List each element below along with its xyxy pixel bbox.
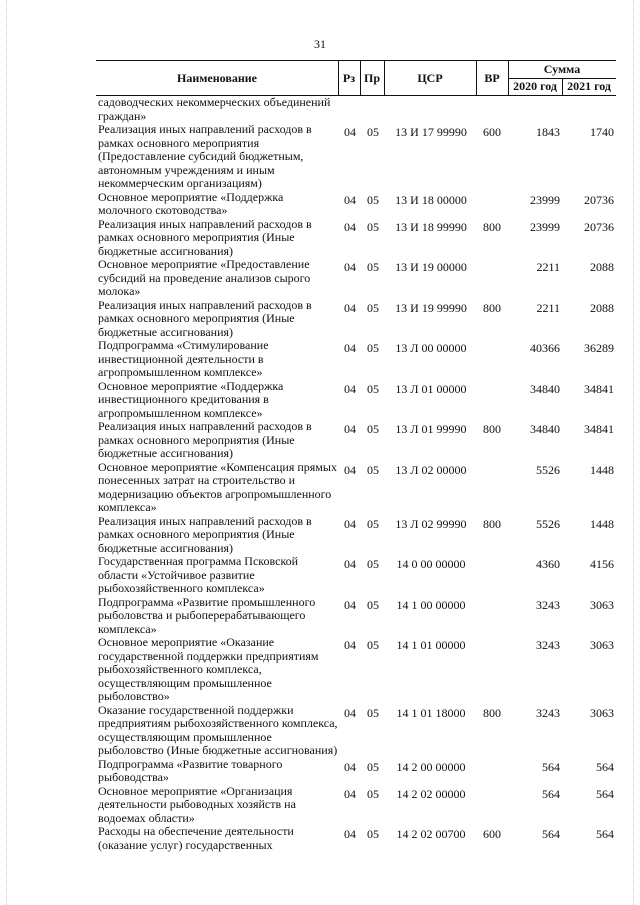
row-csr: 14 2 02 00000: [396, 786, 466, 801]
header-vr: ВР: [484, 70, 500, 85]
row-y2021: 34841: [584, 422, 614, 436]
row-name: Основное мероприятие «Организация деятельности рыбоводных хозяйств на водоемах области»: [98, 783, 296, 825]
row-vr: 600: [483, 827, 501, 841]
row-rz: 04: [344, 827, 356, 841]
row-pr: 05: [367, 705, 379, 720]
row-pr: 05: [367, 516, 379, 531]
row-y2021: 2088: [590, 300, 614, 315]
row-pr: 05: [367, 300, 379, 315]
table-row: [96, 461, 616, 515]
table-row: [96, 258, 616, 299]
row-csr: 13 И 18 00000: [395, 192, 467, 207]
row-pr: 05: [367, 597, 379, 612]
row-name: Реализация иных направлений расходов в рамках основного мероприятия (Иные бюджетные ассигнования): [98, 419, 312, 460]
table-row: [96, 596, 616, 637]
row-rz: 04: [344, 381, 356, 396]
row-name: Подпрограмма «Развитие товарного рыбоводства»: [98, 756, 283, 784]
row-vr: 800: [483, 219, 501, 234]
header-pr: Пр: [363, 70, 380, 85]
row-name: Реализация иных направлений расходов в рамках основного мероприятия (Иные бюджетные ассигнования): [98, 216, 312, 258]
row-csr: 13 И 18 99990: [395, 219, 467, 234]
row-name: Основное мероприятие «Поддержка молочного скотоводства»: [98, 189, 284, 217]
row-rz: 04: [344, 516, 356, 531]
row-csr: 13 Л 01 00000: [395, 381, 467, 396]
row-y2020: 564: [542, 759, 560, 774]
table-row: [96, 555, 616, 596]
row-rz: 04: [344, 759, 356, 774]
header-year-2021: 2021 год: [567, 79, 611, 93]
row-csr: 14 0 00 00000: [396, 557, 466, 571]
row-rz: 04: [344, 300, 356, 315]
row-pr: 05: [367, 260, 379, 274]
table-row: [96, 758, 616, 785]
row-y2021: 34841: [584, 381, 614, 396]
row-name: Государственная программа Псковской области «Устойчивое развитие рыбохозяйственного комплекса»: [98, 554, 299, 595]
header-csr: ЦСР: [417, 70, 443, 85]
row-y2020: 3243: [536, 638, 560, 652]
row-name: садоводческих некоммерческих объединений граждан»: [98, 95, 331, 123]
row-name: Подпрограмма «Стимулирование инвестиционной деятельности в агропромышленном комплексе»: [98, 338, 269, 379]
row-name: Реализация иных направлений расходов в рамках основного мероприятия (Предоставление субсидий бюджетным, автономным учреждениям и иным некоммерческим организациям): [98, 122, 312, 190]
row-csr: 13 Л 02 00000: [395, 462, 467, 477]
row-pr: 05: [367, 422, 379, 436]
row-rz: 04: [344, 786, 356, 801]
row-y2020: 564: [542, 827, 560, 841]
row-y2021: 20736: [584, 219, 614, 234]
row-y2021: 4156: [590, 557, 614, 571]
row-y2021: 36289: [584, 341, 614, 355]
row-name: Реализация иных направлений расходов в рамках основного мероприятия (Иные бюджетные ассигнования): [98, 297, 312, 339]
row-y2021: 1740: [590, 125, 614, 139]
row-csr: 14 2 00 00000: [396, 759, 466, 774]
row-y2021: 20736: [584, 192, 614, 207]
row-pr: 05: [367, 125, 379, 139]
row-y2021: 2088: [590, 260, 614, 274]
table-row: [96, 515, 616, 556]
header-sum: Сумма: [543, 62, 581, 76]
row-rz: 04: [344, 260, 356, 274]
binding-edge-left: [6, 0, 7, 905]
row-vr: 800: [483, 300, 501, 315]
row-y2020: 34840: [530, 381, 560, 396]
row-y2020: 23999: [530, 219, 560, 234]
row-vr: 800: [483, 705, 501, 720]
row-y2020: 34840: [530, 422, 560, 436]
row-y2020: 2211: [536, 260, 560, 274]
row-y2020: 5526: [536, 516, 560, 531]
row-csr: 14 2 02 00700: [396, 827, 466, 841]
row-name: Подпрограмма «Развитие промышленного рыболовства и рыбоперерабатывающего комплекса»: [98, 594, 316, 636]
table-row: [96, 218, 616, 259]
row-csr: 14 1 01 00000: [396, 638, 466, 652]
table-body: [96, 96, 616, 852]
header-name: Наименование: [177, 70, 257, 85]
row-y2021: 3063: [590, 597, 614, 612]
table-header: [96, 60, 616, 96]
row-pr: 05: [367, 786, 379, 801]
row-name: Реализация иных направлений расходов в рамках основного мероприятия (Иные бюджетные ассигнования): [98, 513, 312, 555]
page-number: 31: [314, 37, 326, 51]
table-row: [96, 420, 616, 461]
row-csr: 13 И 17 99990: [395, 125, 467, 139]
row-rz: 04: [344, 597, 356, 612]
header-rz: Рз: [342, 70, 356, 85]
row-y2021: 564: [596, 759, 614, 774]
row-y2021: 564: [596, 827, 614, 841]
row-y2020: 1843: [536, 125, 560, 139]
row-rz: 04: [344, 705, 356, 720]
row-y2020: 23999: [530, 192, 560, 207]
table-row: [96, 96, 616, 123]
table-row: [96, 123, 616, 191]
row-csr: 13 Л 01 99990: [395, 422, 467, 436]
budget-table: [96, 60, 616, 852]
row-name: Основное мероприятие «Компенсация прямых понесенных затрат на строительство и модернизацию объектов агропромышленного комплекса»: [98, 459, 337, 514]
row-y2020: 5526: [536, 462, 560, 477]
row-y2020: 564: [542, 786, 560, 801]
row-y2021: 1448: [590, 462, 614, 477]
row-pr: 05: [367, 192, 379, 207]
row-pr: 05: [367, 759, 379, 774]
table-row: [96, 299, 616, 340]
row-name: Расходы на обеспечение деятельности (оказание услуг) государственных: [98, 824, 294, 852]
row-rz: 04: [344, 422, 356, 436]
row-rz: 04: [344, 125, 356, 139]
table-row: [96, 380, 616, 421]
row-name: Основное мероприятие «Предоставление субсидий на проведение анализов сырого молока»: [98, 257, 311, 298]
row-vr: 600: [483, 125, 501, 139]
table-row: [96, 825, 616, 852]
row-csr: 14 1 01 18000: [396, 705, 466, 720]
row-name: Основное мероприятие «Оказание государственной поддержки предприятиям рыбохозяйственного комплекса, осуществляющим промышленное рыболовство»: [98, 635, 319, 703]
row-y2021: 1448: [590, 516, 614, 531]
row-csr: 13 И 19 99990: [395, 300, 467, 315]
binding-edge-right: [633, 0, 634, 905]
row-rz: 04: [344, 192, 356, 207]
row-y2021: 564: [596, 786, 614, 801]
row-name: Оказание государственной поддержки предприятиям рыбохозяйственного комплекса, осуществляющим промышленное рыболовство (Иные бюджетные ассигнования): [98, 702, 338, 757]
row-pr: 05: [367, 219, 379, 234]
table-row: [96, 339, 616, 380]
row-y2021: 3063: [590, 638, 614, 652]
row-pr: 05: [367, 381, 379, 396]
row-y2021: 3063: [590, 705, 614, 720]
table-row: [96, 191, 616, 218]
row-pr: 05: [367, 341, 379, 355]
row-csr: 13 И 19 00000: [395, 260, 467, 274]
row-rz: 04: [344, 462, 356, 477]
row-rz: 04: [344, 638, 356, 652]
row-csr: 13 Л 00 00000: [395, 341, 467, 355]
row-pr: 05: [367, 557, 379, 571]
row-rz: 04: [344, 341, 356, 355]
row-vr: 800: [483, 516, 501, 531]
row-pr: 05: [367, 462, 379, 477]
row-pr: 05: [367, 827, 379, 841]
row-y2020: 3243: [536, 705, 560, 720]
row-csr: 14 1 00 00000: [396, 597, 466, 612]
table-row: [96, 704, 616, 758]
table-row: [96, 636, 616, 704]
row-rz: 04: [344, 557, 356, 571]
row-y2020: 4360: [536, 557, 560, 571]
header-year-2020: 2020 год: [513, 79, 557, 93]
row-vr: 800: [483, 422, 501, 436]
row-rz: 04: [344, 219, 356, 234]
row-y2020: 40366: [530, 341, 560, 355]
row-csr: 13 Л 02 99990: [395, 516, 467, 531]
row-pr: 05: [367, 638, 379, 652]
table-row: [96, 785, 616, 826]
row-y2020: 2211: [536, 300, 560, 315]
row-name: Основное мероприятие «Поддержка инвестиционного кредитования в агропромышленном комплексе»: [98, 378, 284, 420]
row-y2020: 3243: [536, 597, 560, 612]
